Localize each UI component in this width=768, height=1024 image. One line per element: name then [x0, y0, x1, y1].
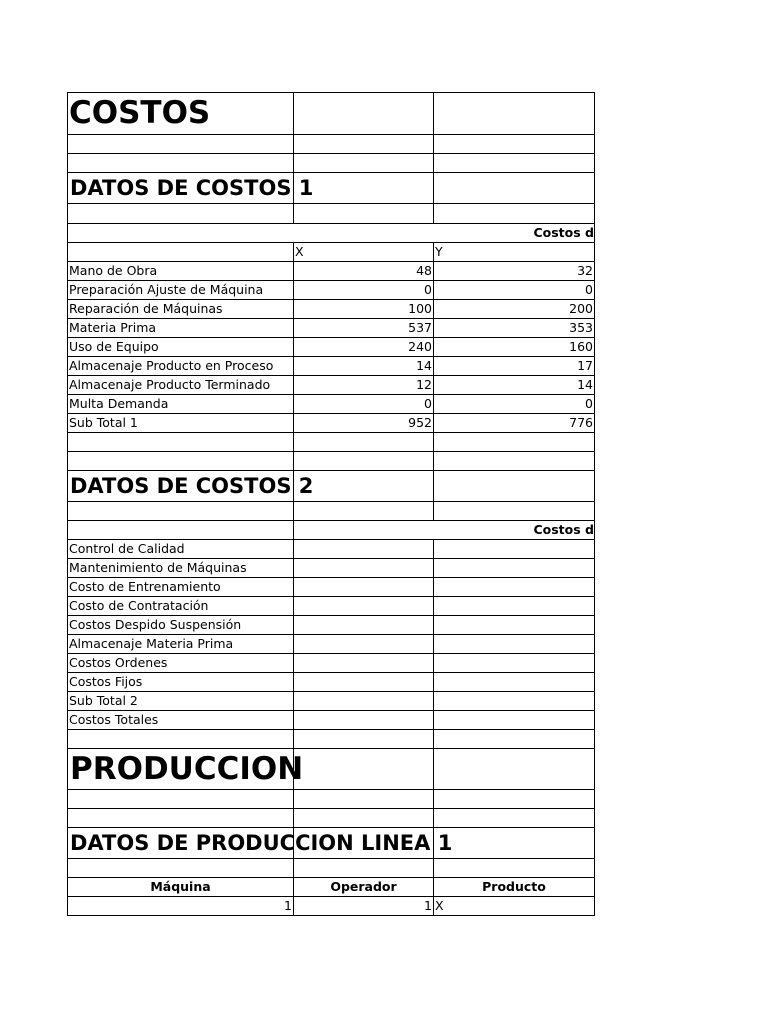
cell[interactable] — [294, 654, 434, 673]
cell[interactable] — [68, 502, 294, 521]
cell[interactable] — [434, 790, 595, 809]
cost-label[interactable]: Almacenaje Producto Terminado — [68, 376, 294, 395]
table-row — [68, 357, 595, 376]
row-datos-costos-1 — [68, 173, 595, 204]
costos-title[interactable]: COSTOS — [68, 93, 294, 135]
cost-x-value[interactable]: 537 — [294, 319, 434, 338]
cell[interactable] — [68, 809, 294, 828]
cell[interactable] — [294, 692, 434, 711]
cell[interactable] — [434, 635, 595, 654]
table-row — [68, 692, 595, 711]
cost-label[interactable]: Preparación Ajuste de Máquina — [68, 281, 294, 300]
col-operador-header[interactable]: Operador — [294, 878, 434, 897]
cost-y-value[interactable]: 14 — [434, 376, 595, 395]
row-empty — [68, 135, 595, 154]
row-produccion-title — [68, 749, 595, 790]
cell[interactable] — [434, 559, 595, 578]
cell[interactable] — [68, 730, 294, 749]
cost-label[interactable]: Costos Fijos — [68, 673, 294, 692]
cell[interactable] — [294, 790, 434, 809]
table-row — [68, 597, 595, 616]
cell[interactable] — [434, 471, 595, 502]
row-costos1-colheads — [68, 243, 595, 262]
cost-y-value[interactable]: 200 — [434, 300, 595, 319]
cell[interactable] — [68, 452, 294, 471]
cost-y-value[interactable]: 17 — [434, 357, 595, 376]
cost-label[interactable]: Sub Total 1 — [68, 414, 294, 433]
cell[interactable] — [434, 809, 595, 828]
cost-label[interactable]: Costos Ordenes — [68, 654, 294, 673]
cell[interactable] — [294, 559, 434, 578]
cost-y-value[interactable]: 776 — [434, 414, 595, 433]
row-produccion-colheads — [68, 878, 595, 897]
datos-costos-2-title: DATOS DE COSTOS 2 — [70, 474, 314, 498]
table-row — [68, 635, 595, 654]
cost-x-value[interactable]: 0 — [294, 281, 434, 300]
cell[interactable] — [68, 204, 294, 224]
row-empty — [68, 790, 595, 809]
cost-label[interactable]: Uso de Equipo — [68, 338, 294, 357]
cell[interactable] — [434, 828, 595, 859]
cell[interactable] — [294, 749, 434, 790]
cell[interactable] — [434, 433, 595, 452]
cell[interactable] — [68, 521, 294, 540]
cost-label[interactable]: Reparación de Máquinas — [68, 300, 294, 319]
cost-x-value[interactable]: 48 — [294, 262, 434, 281]
cell[interactable] — [68, 859, 294, 878]
cost-label[interactable]: Costos Despido Suspensión — [68, 616, 294, 635]
cell[interactable] — [294, 93, 434, 135]
cell[interactable] — [434, 135, 595, 154]
cell[interactable] — [294, 711, 434, 730]
cell[interactable] — [68, 749, 304, 790]
cell[interactable] — [68, 828, 453, 859]
cell[interactable] — [68, 433, 294, 452]
col-producto-header[interactable]: Producto — [434, 878, 595, 897]
cell[interactable] — [294, 452, 434, 471]
cell[interactable] — [68, 471, 314, 502]
table-row — [68, 559, 595, 578]
cell[interactable] — [434, 540, 595, 559]
cost-label[interactable]: Costo de Contratación — [68, 597, 294, 616]
row-empty — [68, 204, 595, 224]
cell[interactable] — [434, 749, 595, 790]
cell[interactable] — [294, 433, 434, 452]
cost-label[interactable]: Multa Demanda — [68, 395, 294, 414]
cell[interactable] — [434, 859, 595, 878]
col-x-header[interactable]: X — [294, 243, 434, 262]
table-row — [68, 578, 595, 597]
cell[interactable] — [68, 790, 294, 809]
cell[interactable] — [68, 154, 294, 173]
cell[interactable] — [294, 502, 434, 521]
cell[interactable] — [434, 578, 595, 597]
cell[interactable] — [294, 673, 434, 692]
cell[interactable] — [434, 616, 595, 635]
cell[interactable] — [294, 859, 434, 878]
row-datos-costos-2 — [68, 471, 595, 502]
cell[interactable] — [434, 730, 595, 749]
cost-x-value[interactable]: 12 — [294, 376, 434, 395]
table-row — [68, 395, 595, 414]
col-y-header[interactable]: Y — [434, 243, 595, 262]
cell[interactable] — [294, 154, 434, 173]
cost-x-value[interactable]: 14 — [294, 357, 434, 376]
cell[interactable] — [434, 654, 595, 673]
table-row — [68, 281, 595, 300]
datos-costos-1-title: DATOS DE COSTOS 1 — [70, 176, 314, 200]
cell[interactable] — [294, 809, 434, 828]
cost-label[interactable]: Mano de Obra — [68, 262, 294, 281]
row-costos1-header — [68, 224, 595, 243]
cost-label[interactable]: Costos Totales — [68, 711, 294, 730]
cell[interactable] — [68, 135, 294, 154]
table-row — [68, 654, 595, 673]
cell[interactable] — [434, 692, 595, 711]
table-row — [68, 673, 595, 692]
table-row — [68, 262, 595, 281]
cell-maquina[interactable]: 1 — [68, 897, 294, 916]
cell[interactable] — [434, 93, 595, 135]
spreadsheet — [67, 92, 595, 916]
row-empty — [68, 859, 595, 878]
cell-operador[interactable]: 1 — [294, 897, 434, 916]
cell[interactable] — [68, 243, 294, 262]
row-empty — [68, 502, 595, 521]
cell-producto[interactable]: X — [434, 897, 595, 916]
cell[interactable] — [294, 540, 434, 559]
table-row — [68, 338, 595, 357]
table-row — [68, 300, 595, 319]
cell[interactable] — [68, 173, 314, 204]
row-empty — [68, 809, 595, 828]
table-row — [68, 414, 595, 433]
table-row — [68, 711, 595, 730]
col-maquina-header[interactable]: Máquina — [68, 878, 294, 897]
cell[interactable] — [294, 635, 434, 654]
cost-label[interactable]: Almacenaje Materia Prima — [68, 635, 294, 654]
cost-label[interactable]: Control de Calidad — [68, 540, 294, 559]
cell[interactable] — [434, 173, 595, 204]
costos2-header[interactable]: Costos d — [294, 521, 595, 540]
cost-y-value[interactable]: 0 — [434, 281, 595, 300]
cost-x-value[interactable]: 100 — [294, 300, 434, 319]
cost-x-value[interactable]: 240 — [294, 338, 434, 357]
table-row — [68, 319, 595, 338]
cost-y-value[interactable]: 353 — [434, 319, 595, 338]
row-costos2-header — [68, 521, 595, 540]
cost-y-value[interactable]: 32 — [434, 262, 595, 281]
cost-x-value[interactable]: 952 — [294, 414, 434, 433]
cell[interactable] — [434, 452, 595, 471]
cell[interactable] — [294, 597, 434, 616]
row-empty — [68, 154, 595, 173]
cost-y-value[interactable]: 0 — [434, 395, 595, 414]
cell[interactable] — [294, 471, 434, 502]
cell[interactable] — [294, 616, 434, 635]
cost-y-value[interactable]: 160 — [434, 338, 595, 357]
costos1-header[interactable]: Costos d — [68, 224, 595, 243]
cost-label[interactable]: Mantenimiento de Máquinas — [68, 559, 294, 578]
cell[interactable] — [434, 597, 595, 616]
produccion-title: PRODUCCION — [70, 751, 304, 787]
cell[interactable] — [294, 730, 434, 749]
cell[interactable] — [434, 502, 595, 521]
table-row — [68, 376, 595, 395]
row-datos-produccion-1 — [68, 828, 595, 859]
row-produccion-1 — [68, 897, 595, 916]
row-empty — [68, 730, 595, 749]
cell[interactable] — [294, 578, 434, 597]
cell[interactable] — [434, 673, 595, 692]
cost-x-value[interactable]: 0 — [294, 395, 434, 414]
row-costos-title — [68, 93, 595, 135]
cost-label[interactable]: Costo de Entrenamiento — [68, 578, 294, 597]
datos-produccion-linea-1-title: DATOS DE PRODUCCION LINEA 1 — [70, 831, 453, 855]
table-row — [68, 616, 595, 635]
cell[interactable] — [294, 173, 434, 204]
cost-label[interactable]: Sub Total 2 — [68, 692, 294, 711]
cell[interactable] — [434, 154, 595, 173]
cell[interactable] — [434, 204, 595, 224]
cost-label[interactable]: Materia Prima — [68, 319, 294, 338]
row-empty — [68, 433, 595, 452]
row-empty — [68, 452, 595, 471]
cell[interactable] — [294, 135, 434, 154]
cell[interactable] — [294, 204, 434, 224]
cell[interactable] — [434, 711, 595, 730]
table-row — [68, 540, 595, 559]
cost-label[interactable]: Almacenaje Producto en Proceso — [68, 357, 294, 376]
